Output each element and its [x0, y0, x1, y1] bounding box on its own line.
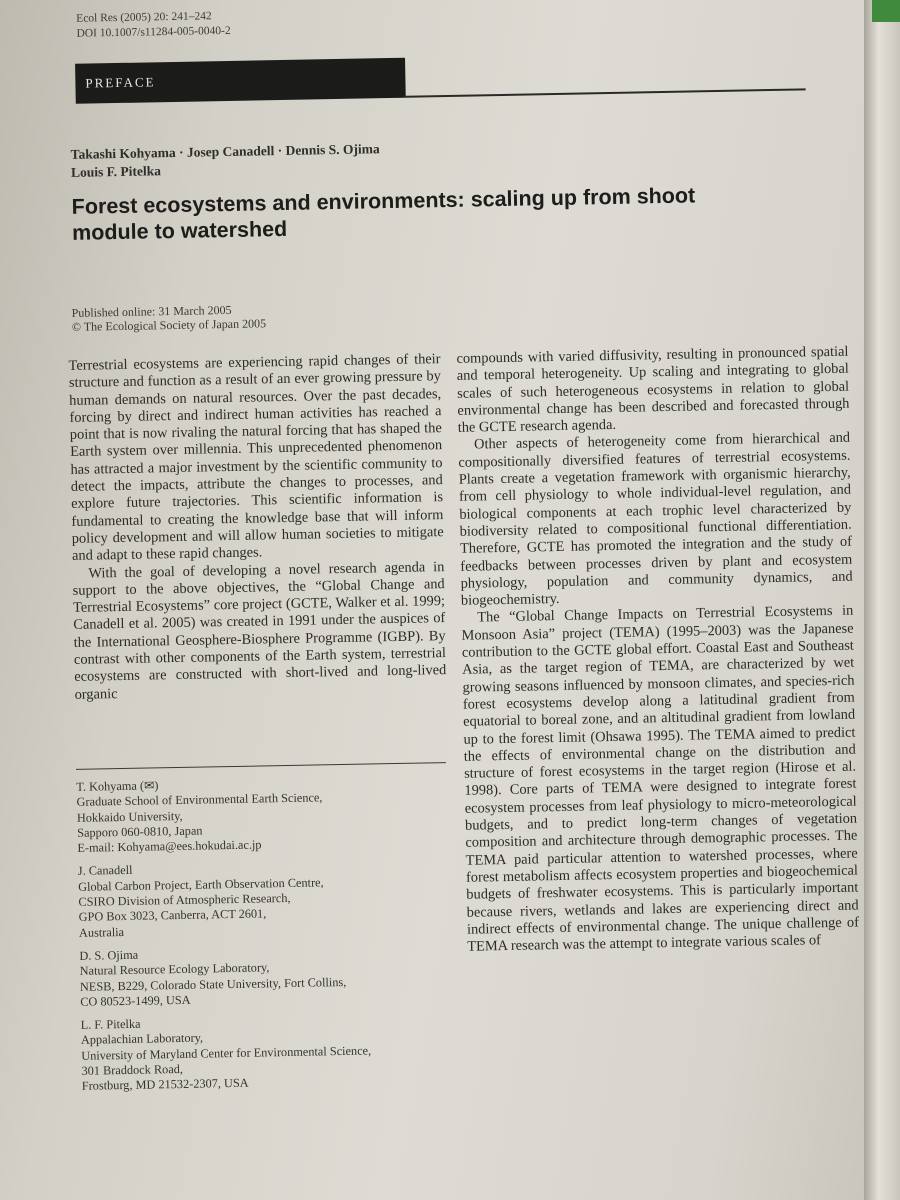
affiliation-line: Natural Resource Ecology Laboratory,: [79, 960, 270, 979]
affiliation-block: [81, 1011, 462, 1094]
affiliation-line: CSIRO Division of Atmospheric Research,: [78, 891, 291, 909]
affiliation-name: D. S. Ojima: [79, 947, 139, 963]
affiliation-block: [79, 942, 460, 1010]
affiliation-name: J. Canadell: [77, 863, 133, 879]
paragraph: compounds with varied diffusivity, resulting in pronounced spatial and temporal heterogeneity. Up scaling and integrating to global scales of such heterogeneous ecosystems in relation to global environmental change has been described and forecasted through the GCTE research agenda.: [456, 343, 850, 437]
affiliation-line: Hokkaido University,: [76, 808, 183, 825]
page-content: [62, 0, 860, 1094]
affiliation-line: University of Maryland Center for Environmental Science,: [81, 1043, 372, 1063]
author-line-2: Louis F. Pitelka: [70, 163, 162, 180]
section-label-bar: PREFACE: [75, 58, 406, 104]
affiliation-line: CO 80523-1499, USA: [80, 992, 191, 1009]
affiliation-line: Sapporo 060-0810, Japan: [77, 823, 203, 840]
article-title: Forest ecosystems and environments: scaling up from shoot module to watershed: [71, 183, 696, 245]
header-rule: [406, 88, 806, 97]
author-line-1: Takashi Kohyama · Josep Canadell · Dennis S. Ojima: [70, 141, 380, 162]
affiliation-line: Graduate School of Environmental Earth Science,: [76, 790, 323, 810]
affiliation-line: Appalachian Laboratory,: [80, 1031, 204, 1048]
affiliation-line: 301 Braddock Road,: [81, 1062, 184, 1078]
affiliation-line: GPO Box 3023, Canberra, ACT 2601,: [78, 906, 267, 925]
affiliation-email: E-mail: Kohyama@ees.hokudai.ac.jp: [77, 837, 262, 856]
publication-info: [71, 302, 266, 334]
affiliation-name: T. Kohyama (✉): [76, 778, 159, 794]
paragraph: Other aspects of heterogeneity come from hierarchical and compositionally diversified features of terrestrial ecosystems. Plants create a vegetation framework with organismic hierarchy, from cell physiology to whole individual-level regulation, and biological components at each trophic level characterized by biodiversity related to compositional functional differentiation. Therefore, GCTE has promoted the integration and the study of feedbacks between processes driven by plant and ecosystem physiology, population and community dynamics, and biogeochemistry.: [458, 430, 853, 609]
affiliation-block: [76, 773, 457, 856]
affiliation-line: NESB, B229, Colorado State University, Fort Collins,: [79, 974, 347, 994]
journal-header: [76, 9, 231, 42]
author-list: [71, 140, 381, 182]
book-cover-edge: [872, 0, 900, 22]
page-edge: [864, 0, 900, 1200]
paragraph: The “Global Change Impacts on Terrestrial Ecosystems in Monsoon Asia” project (TEMA) (1995–2003) was the Japanese contribution to the GCTE global effort. Coastal East and Southeast Asia, as the target region of TEMA, are characterized by wet growing seasons influenced by monsoon climates, and species-rich forest ecosystems develop along a latitudinal gradient from equatorial to boreal zone, and an altitudinal gradient from lowland up to the forest limit (Ohsawa 1995). The TEMA aimed to predict the effects of environmental change on the distribution and structure of forest ecosystems in the target region (Hirose et al. 1998). Core parts of TEMA were designed to integrate forest ecosystem processes from leaf physiology to micro-meteorological budgets, and to predict long-term changes of vegetation composition and architecture through demographic processes. The TEMA paid particular attention to watershed processes, where forest metabolism affects ecosystem properties and biogeochemical budgets of freshwater ecosystems. This is particularly important because rivers, wetlands and lakes are experiencing direct and indirect effects of environmental change. The unique challenge of TEMA research was the attempt to integrate various scales of: [461, 603, 860, 955]
published-date: Published online: 31 March 2005: [71, 302, 232, 320]
copyright-line: © The Ecological Society of Japan 2005: [71, 316, 267, 334]
author-affiliations: [76, 773, 462, 1103]
journal-doi: DOI 10.1007/s11284-005-0040-2: [76, 24, 231, 40]
paragraph: Terrestrial ecosystems are experiencing rapid changes of their structure and function as a result of an ever growing pressure by human demands on natural resources. Over the past decades, forcing by direct and indirect human activities has reached a point that is now rivaling the natural forcing that has shaped the Earth system over millennia. This unprecedented phenomenon has attracted a major investment by the scientific community to detect the impacts, attribute the changes to processes, and explore future trajectories. This scientific information is fundamental to creating the knowledge base that will inform policy development and will allow human societies to mitigate and adapt to these rapid changes.: [68, 351, 444, 565]
paragraph: With the goal of developing a novel research agenda in support to the above objectives, the “Global Change and Terrestrial Ecosystems” core project (GCTE, Walker et al. 1999; Canadell et al. 2005) was created in 1991 under the auspices of the International Geosphere-Biosphere Programme (IGBP). By contrast with other components of the Earth system, terrestrial ecosystems are constructed with short-lived and long-lived organic: [72, 558, 447, 703]
footnote-rule: [76, 762, 446, 770]
affiliation-line: Frostburg, MD 21532-2307, USA: [81, 1076, 249, 1094]
body-column-left: [68, 351, 446, 704]
body-column-right: [456, 344, 859, 956]
affiliation-line: Global Carbon Project, Earth Observation Centre,: [78, 875, 324, 894]
affiliation-name: L. F. Pitelka: [80, 1016, 141, 1032]
affiliation-line: Australia: [78, 924, 125, 940]
journal-citation: Ecol Res (2005) 20: 241–242: [76, 10, 212, 25]
affiliation-block: [78, 857, 459, 940]
